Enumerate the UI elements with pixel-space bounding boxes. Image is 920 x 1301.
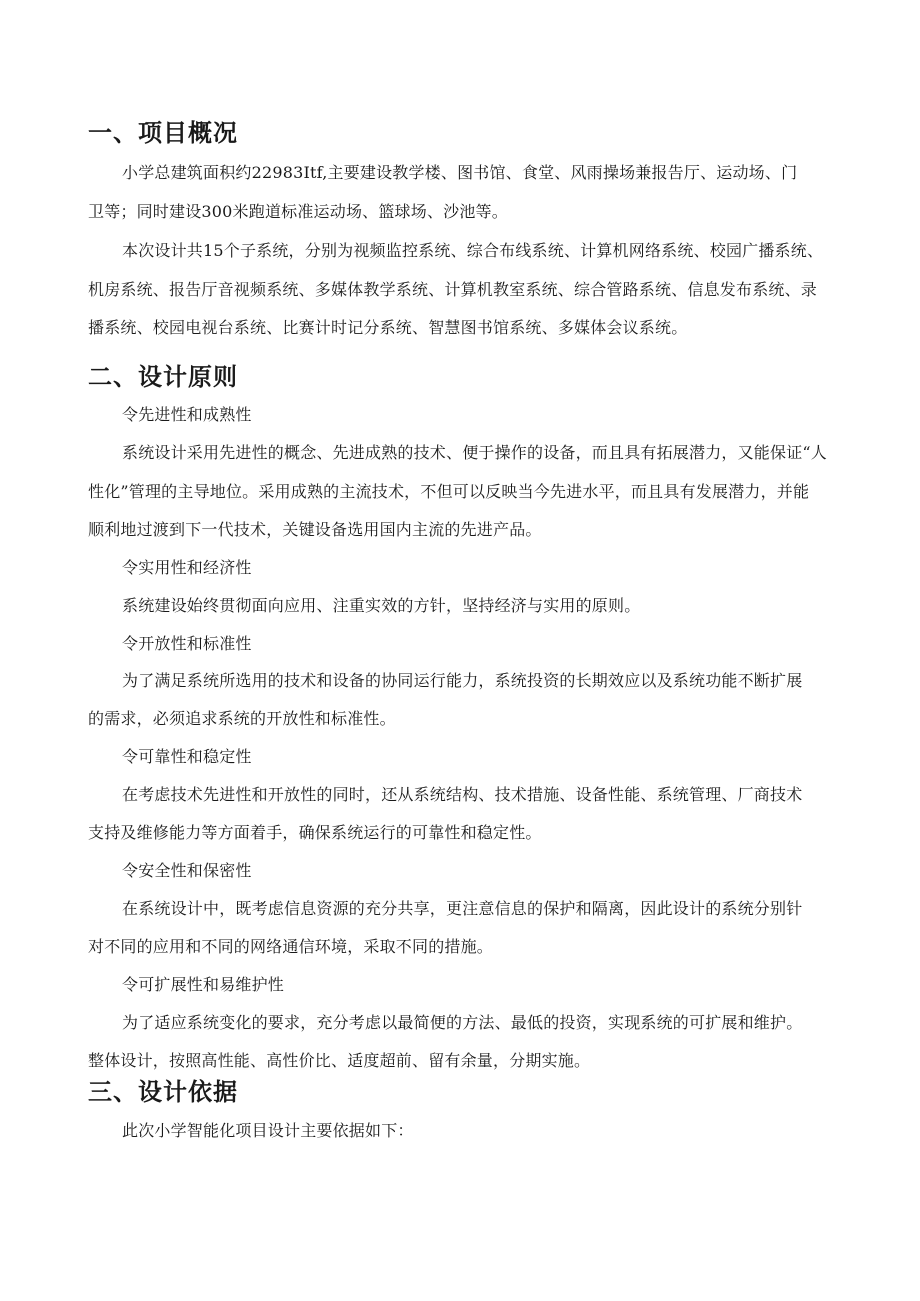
paragraph-line: 为了满足系统所选用的技术和设备的协同运行能力，系统投资的长期效应以及系统功能不断扩展	[122, 671, 803, 690]
paragraph-line: 机房系统、报告厅音视频系统、多媒体教学系统、计算机教室系统、综合管路系统、信息发布系统、录	[88, 280, 818, 299]
paragraph-line: 整体设计，按照高性能、高性价比、适度超前、留有余量，分期实施。	[88, 1051, 591, 1070]
principle-title: 令可扩展性和易维护性	[122, 975, 285, 994]
section-heading-basis: 三、设计依据	[88, 1077, 238, 1106]
paragraph-line: 在考虑技术先进性和开放性的同时，还从系统结构、技术措施、设备性能、系统管理、厂商技术	[122, 785, 803, 804]
paragraph-line: 在系统设计中，既考虑信息资源的充分共享，更注意信息的保护和隔离，因此设计的系统分别针	[122, 899, 803, 918]
paragraph-line: 的需求，必须追求系统的开放性和标准性。	[88, 709, 396, 728]
paragraph-line: 顺利地过渡到下一代技术，关键设备选用国内主流的先进产品。	[88, 520, 542, 539]
paragraph-line: 卫等；同时建设300米跑道标准运动场、篮球场、沙池等。	[88, 202, 508, 221]
paragraph-line: 支持及维修能力等方面着手，确保系统运行的可靠性和稳定性。	[88, 823, 542, 842]
principle-title: 令实用性和经济性	[122, 558, 252, 577]
section-heading-principles: 二、设计原则	[88, 362, 238, 391]
paragraph-line: 系统设计采用先进性的概念、先进成熟的技术、便于操作的设备，而且具有拓展潜力，又能保证“人	[122, 443, 827, 462]
paragraph-line: 本次设计共15个子系统，分别为视频监控系统、综合布线系统、计算机网络系统、校园广播系统、	[122, 241, 824, 260]
paragraph-line: 系统建设始终贯彻面向应用、注重实效的方针，坚持经济与实用的原则。	[122, 596, 641, 615]
principle-title: 令可靠性和稳定性	[122, 747, 252, 766]
principle-title: 令安全性和保密性	[122, 861, 252, 880]
principle-title: 令先进性和成熟性	[122, 405, 252, 424]
paragraph-line: 性化”管理的主导地位。采用成熟的主流技术，不但可以反映当今先进水平，而且具有发展潜力，并能	[88, 482, 810, 501]
paragraph-line: 对不同的应用和不同的网络通信环境，采取不同的措施。	[88, 937, 494, 956]
paragraph-line: 播系统、校园电视台系统、比赛计时记分系统、智慧图书馆系统、多媒体会议系统。	[88, 318, 688, 337]
section-heading-overview: 一、项目概况	[88, 118, 238, 147]
paragraph-line: 此次小学智能化项目设计主要依据如下：	[122, 1121, 414, 1140]
paragraph-line: 小学总建筑面积约22983Itf,主要建设教学楼、图书馆、食堂、风雨操场兼报告厅、运动场、门	[122, 163, 798, 182]
principle-title: 令开放性和标准性	[122, 634, 252, 653]
paragraph-line: 为了适应系统变化的要求，充分考虑以最简便的方法、最低的投资，实现系统的可扩展和维护。	[122, 1013, 803, 1032]
